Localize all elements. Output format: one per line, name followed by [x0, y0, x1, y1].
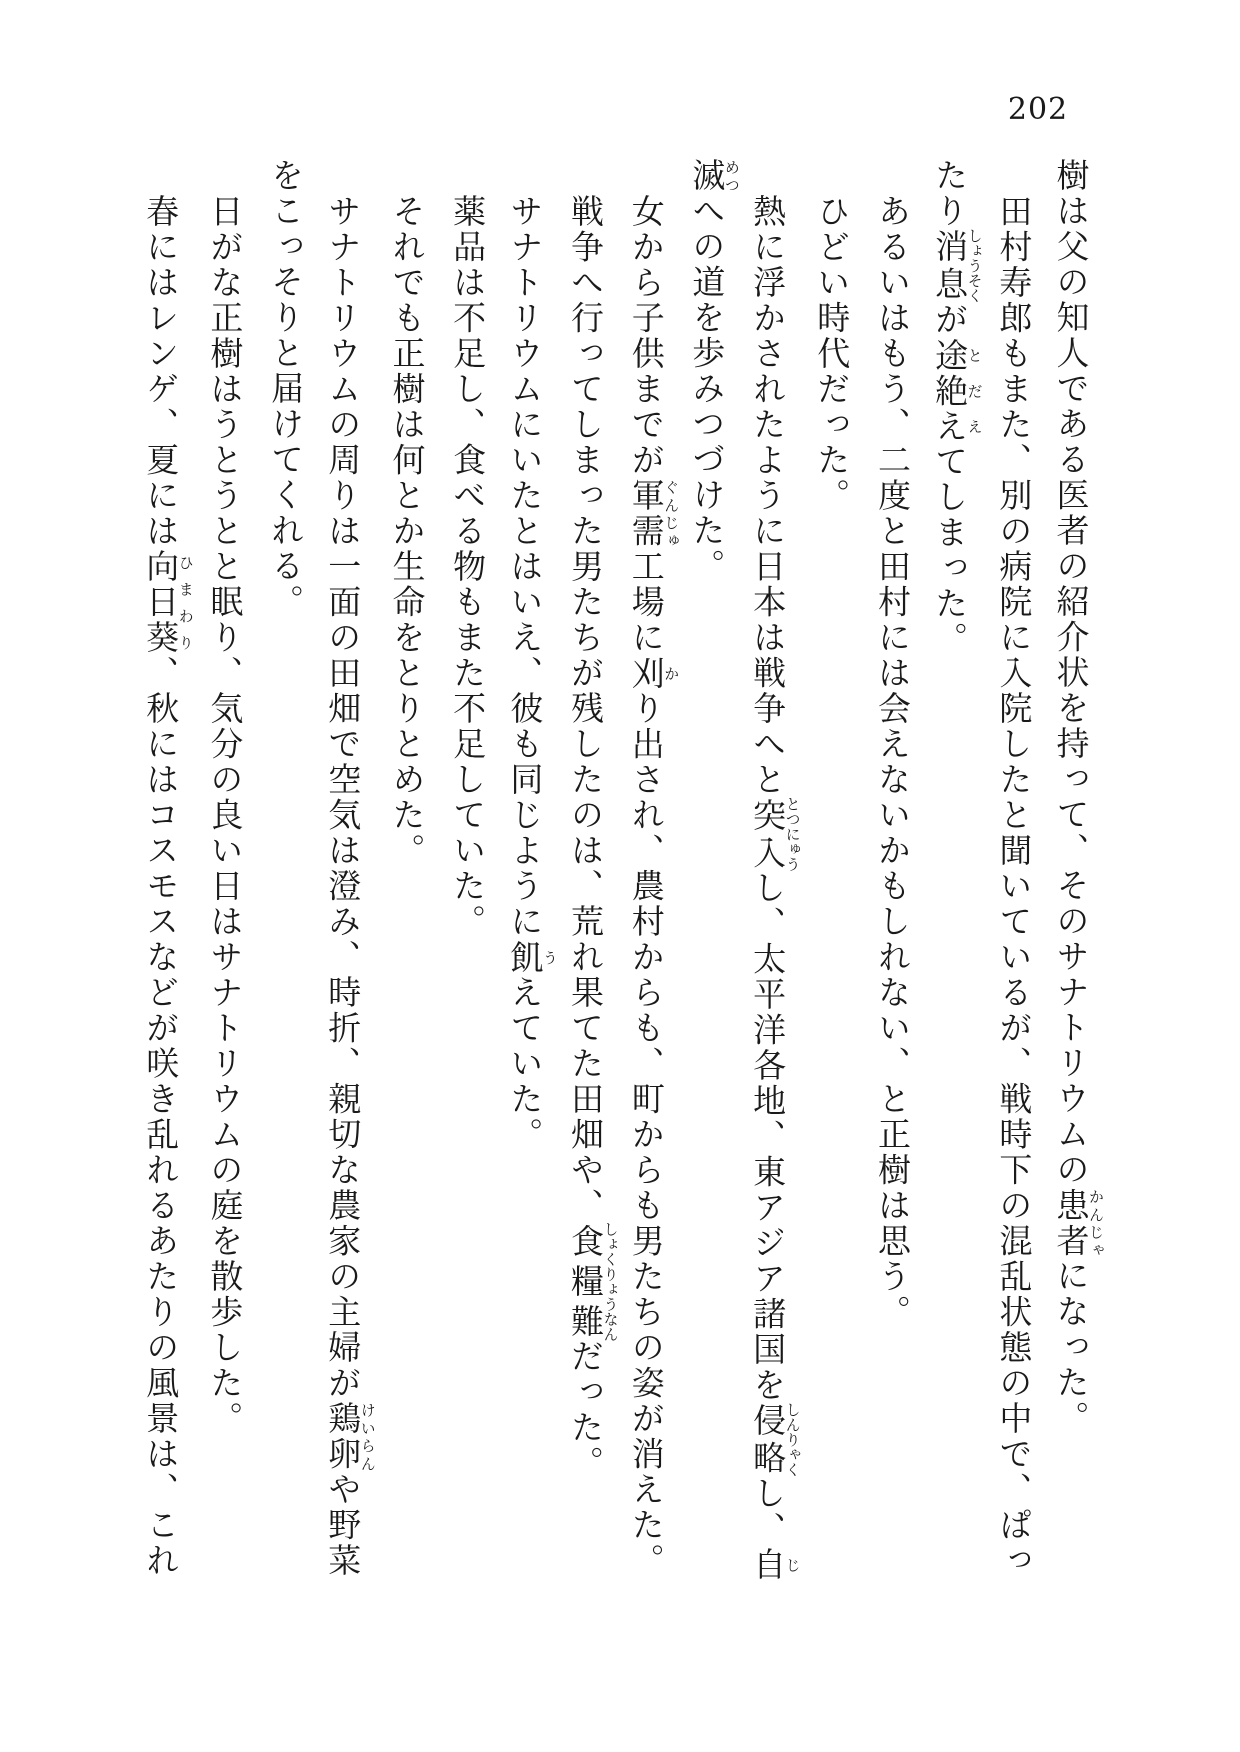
- text-column-15: 日がな正樹はうとうとと眠り、気分の良い日はサナトリウムの庭を散歩した。: [205, 194, 245, 1437]
- text-column-10: サナトリウムにいたとはいえ、彼も同じように飢うえていた。: [505, 194, 559, 1153]
- furigana-term: 食糧難しょくりょうなん: [566, 1221, 620, 1342]
- furigana-term: 刈か: [626, 655, 681, 691]
- page-number: 202: [1007, 92, 1069, 127]
- text-column-5: ひどい時代だった。: [812, 194, 852, 514]
- text-column-2: 田村寿郎もまた、別の病院に入院したと聞いているが、戦時下の混乱状態の中で、ぱっ: [994, 194, 1034, 1579]
- text-column-8: 女から子供までが軍需ぐんじゅ工場に刈かり出され、農村からも、町からも男たちの姿が消えた。: [626, 194, 681, 1579]
- furigana-term: 自じ: [748, 1547, 802, 1583]
- text-column-3: たり消息しょうそくが途絶えとだえてしまった。: [930, 158, 984, 657]
- text-column-16: 春にはレンゲ、夏には向日葵ひまわり、秋にはコスモスなどが咲き乱れるあたりの風景は、これ: [141, 194, 195, 1579]
- text-block: [133, 158, 1104, 1622]
- text-column-14: をこっそりと届けてくれる。: [266, 158, 306, 620]
- furigana-term: 消息しょうそく: [930, 228, 984, 303]
- furigana-term: 途絶えとだえ: [930, 337, 984, 444]
- text-column-4: あるいはもう、二度と田村には会えないかもしれない、と正樹は思う。: [872, 194, 912, 1330]
- text-column-12: それでも正樹は何とか生命をとりとめた。: [387, 194, 427, 869]
- furigana-term: 侵略しんりゃく: [748, 1402, 802, 1477]
- furigana-term: 滅めつ: [687, 158, 741, 194]
- furigana-term: 飢う: [505, 939, 559, 975]
- text-column-1: 樹は父の知人である医者の紹介状を持って、そのサナトリウムの患者かんじゃになった。: [1051, 158, 1105, 1436]
- furigana-term: 向日葵ひまわり: [141, 549, 195, 656]
- text-column-7: 滅めつへの道を歩みつづけた。: [687, 158, 741, 584]
- text-column-6: 熱に浮かされたように日本は戦争へと突入とつにゅうし、太平洋各地、東アジア諸国を侵略しんりゃくし、自じ: [748, 194, 802, 1583]
- text-column-11: 薬品は不足し、食べる物もまた不足していた。: [448, 194, 488, 940]
- text-column-9: 戦争へ行ってしまった男たちが残したのは、荒れ果てた田畑や、食糧難しょくりょうなんだった。: [566, 194, 620, 1481]
- furigana-term: 患者かんじゃ: [1051, 1187, 1105, 1259]
- text-column-13: サナトリウムの周りは一面の田畑で空気は澄み、時折、親切な農家の主婦が鶏卵けいらんや野菜: [323, 194, 377, 1579]
- furigana-term: 鶏卵けいらん: [323, 1401, 377, 1472]
- furigana-term: 軍需ぐんじゅ: [626, 478, 681, 549]
- furigana-term: 突入とつにゅう: [748, 796, 802, 872]
